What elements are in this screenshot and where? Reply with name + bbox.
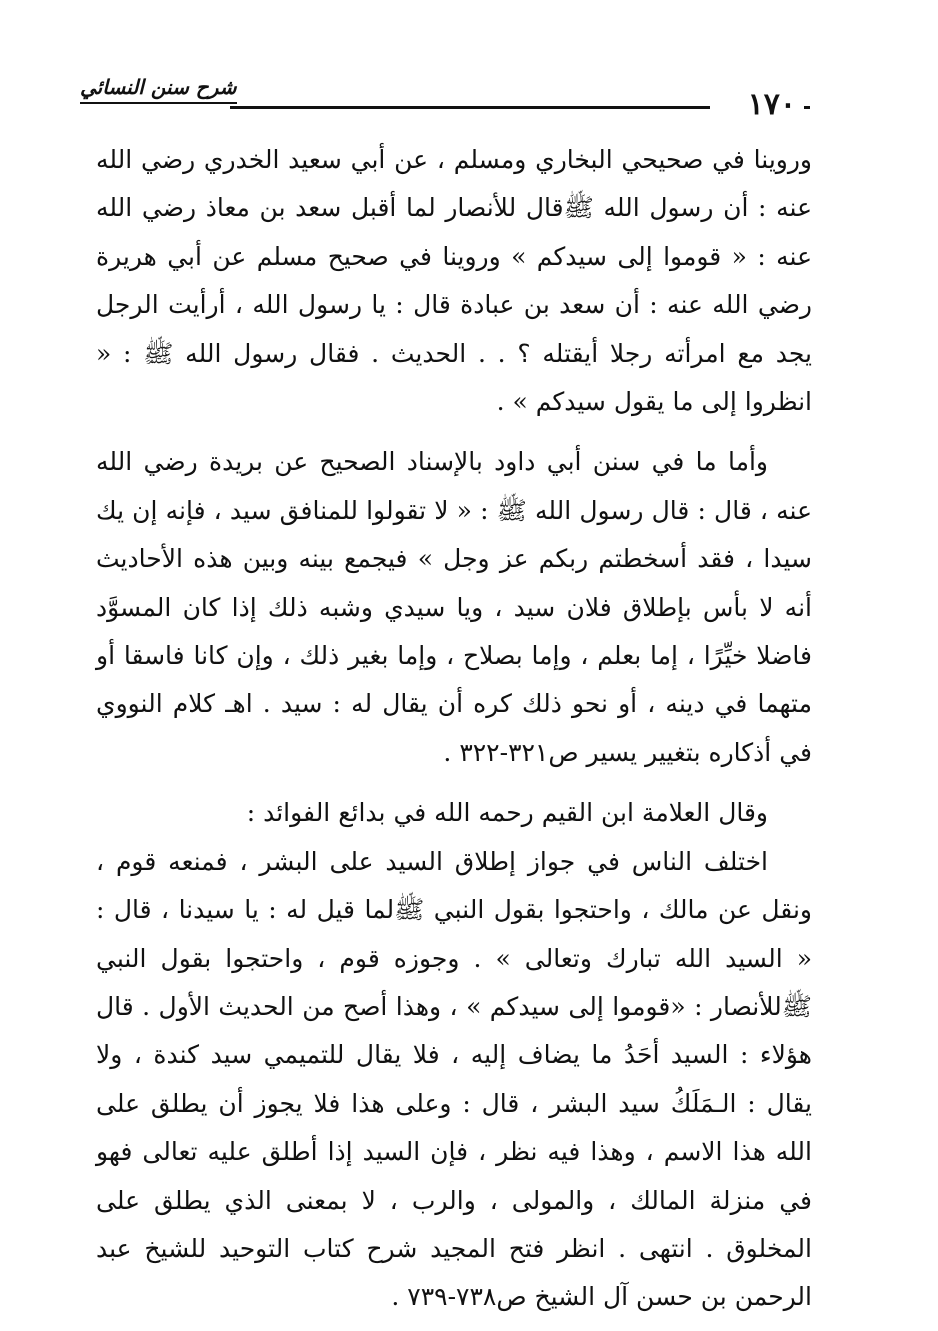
paragraph-4: اختلف الناس في جواز إطلاق السيد على البشر ، فمنعه قوم ، ونقل عن مالك ، واحتجوا بقول النبي ﷺلما قيل له : يا سيدنا ، قال : « السيد الله تبارك وتعالى » . وجوزه قوم ، واحتجوا بقول النبي ﷺللأنصار : «قوموا إلى سيدكم » ، وهذا أصح من الحديث الأول . قال هؤلاء : السيد أحَدُ ما يضاف إليه ، فلا يقال للتميمي سيد كندة ، ولا يقال : الـمَلَكُ سيد البشر ، قال : وعلى هذا فلا يجوز أن يطلق على الله هذا الاسم ، وهذا فيه نظر ، فإن السيد إذا أطلق عليه تعالى فهو في منزلة المالك ، والمولى ، والرب ، لا بمعنى الذي يطلق على المخلوق . انتهى . انظر فتح المجيد شرح كتاب التوحيد للشيخ عبد الرحمن بن حسن آل الشيخ ص٧٣٨-٧٣٩ . [96,846,812,1312]
paragraph-3: وقال العلامة ابن القيم رحمه الله في بدائع الفوائد : [246,798,768,828]
page-header [80,72,810,122]
header-rule-end [804,106,810,109]
running-title: شرح سنن النسائي [80,74,237,104]
paragraph-2: وأما ما في سنن أبي داود بالإسناد الصحيح عن بريدة رضي الله عنه ، قال : قال رسول الله ﷺ : « لا تقولوا للمنافق سيد ، فإنه إن يك سيدا ، فقد أسخطتم ربكم عز وجل » فيجمع بينه وبين هذه الأحاديث أنه لا بأس بإطلاق فلان سيد ، ويا سيدي وشبه ذلك إذا كان المسوَّد فاضلا خيِّرًا ، إما بعلم ، وإما بصلاح ، وإما بغير ذلك ، وإن كانا فاسقا أو متهما في دينه ، أو نحو ذلك كره أن يقال له : سيد . اهـ كلام النووي في أذكاره بتغيير يسير ص٣٢١-٣٢٢ . [96,447,812,767]
header-rule [230,106,710,109]
page-number: ١٧٠ [747,87,796,122]
paragraph-1: وروينا في صحيحي البخاري ومسلم ، عن أبي سعيد الخدري رضي الله عنه : أن رسول الله ﷺقال للأنصار لما أقبل سعد بن معاذ رضي الله عنه : « قوموا إلى سيدكم » وروينا في صحيح مسلم عن أبي هريرة رضي الله عنه : أن سعد بن عبادة قال : يا رسول الله ، أرأيت الرجل يجد مع امرأته رجلا أيقتله ؟ . . الحديث . فقال رسول الله ﷺ : « انظروا إلى ما يقول سيدكم » . [96,145,812,417]
body-text [96,136,812,1322]
